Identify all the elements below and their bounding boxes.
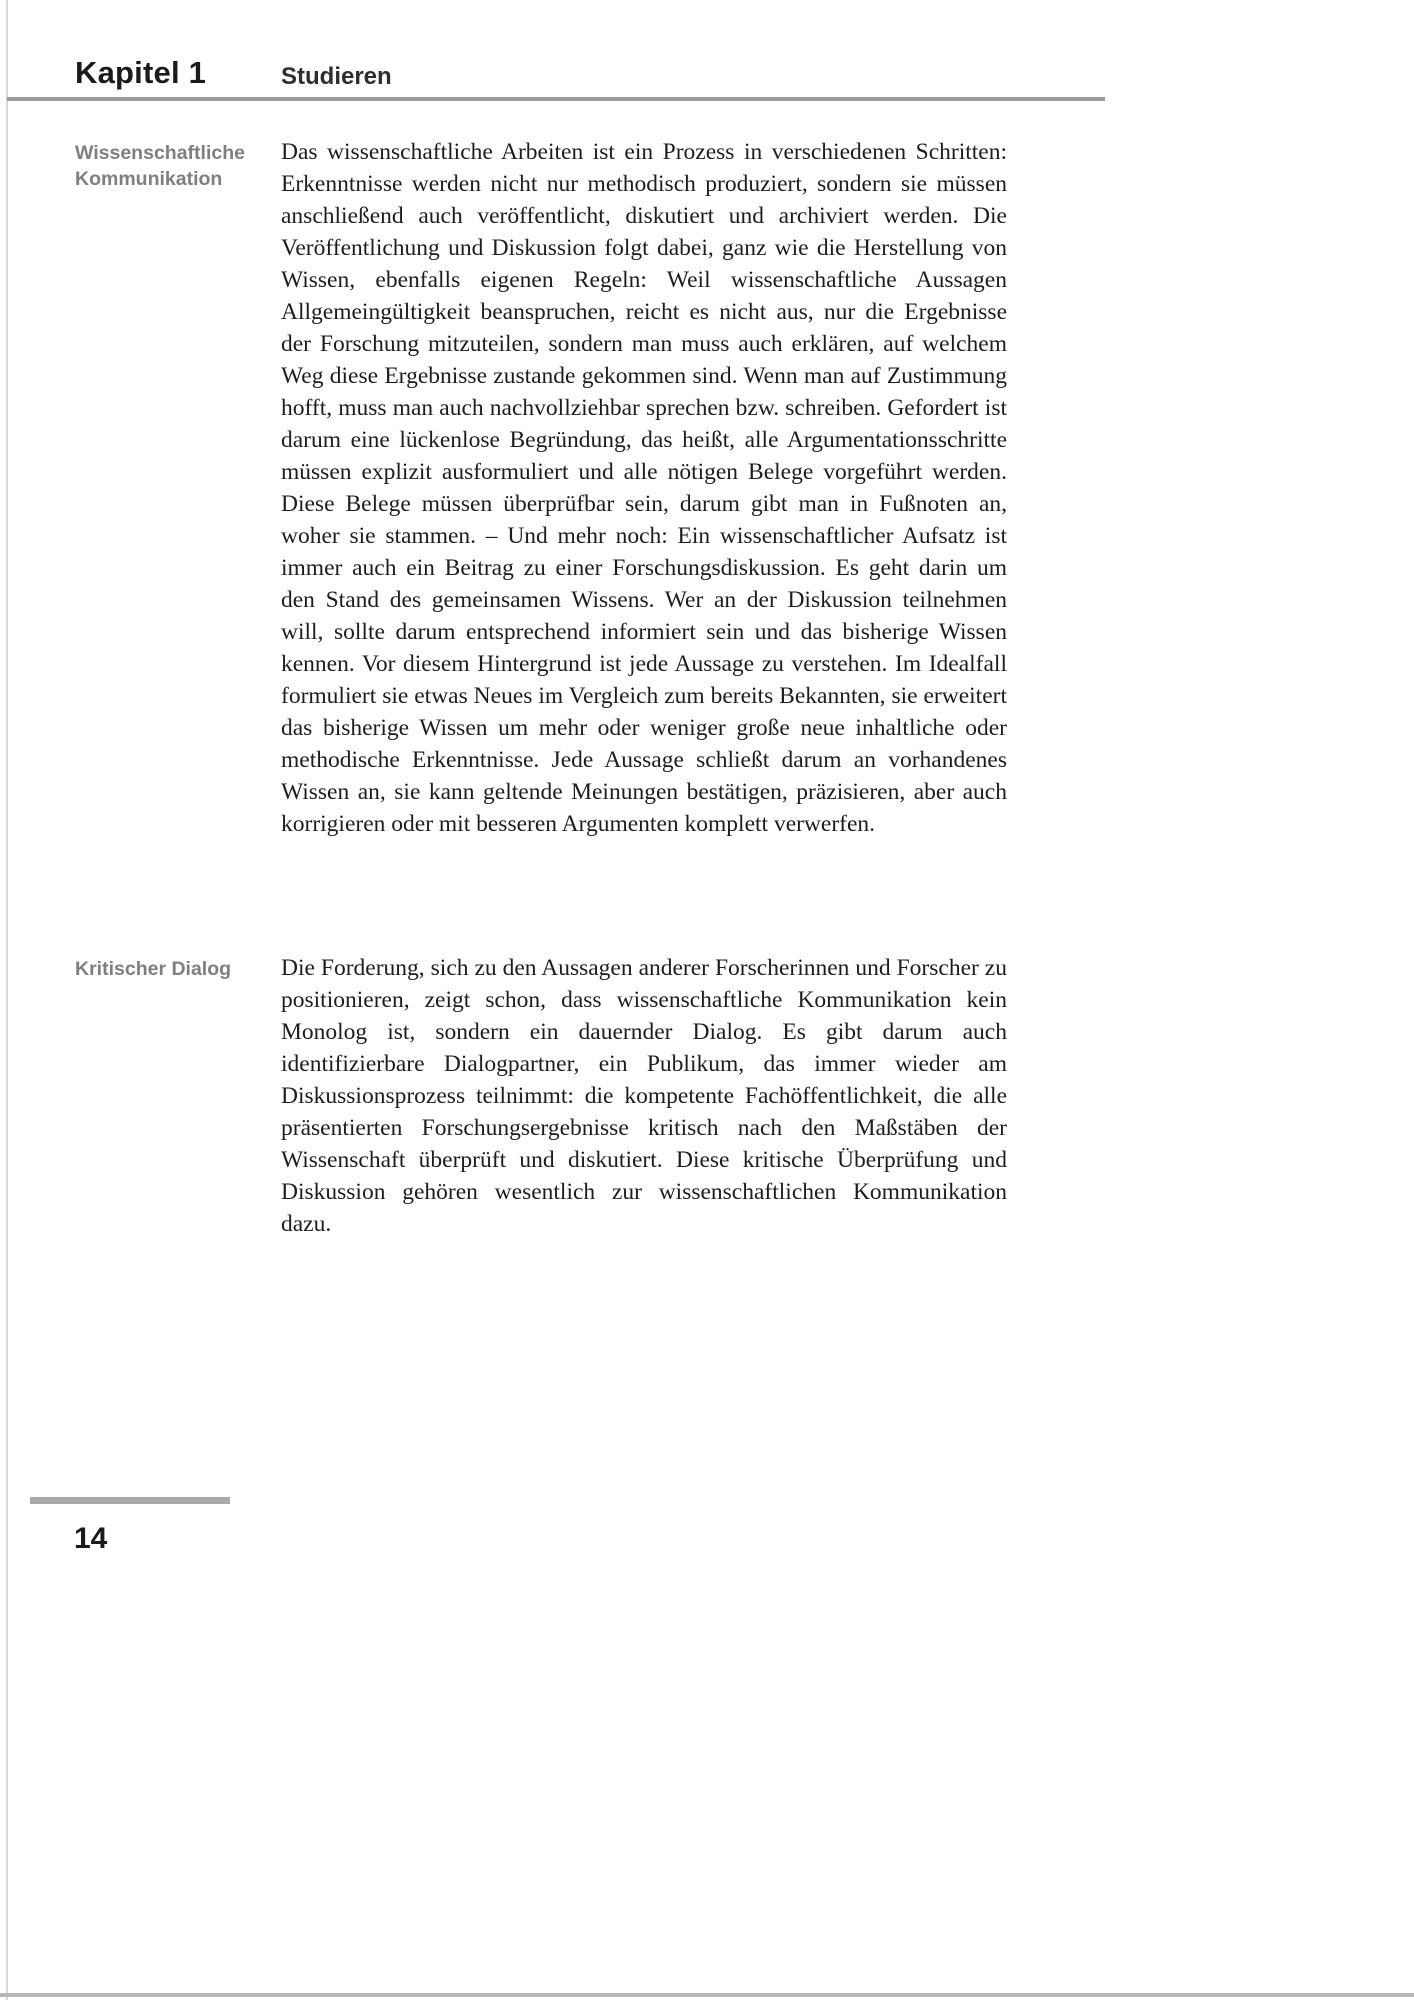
page-number: 14 [74, 1522, 108, 1555]
scan-edge-left [6, 0, 8, 2000]
body-paragraph: Die Forderung, sich zu den Aussagen anderer Forscherinnen und Forscher zu positionieren, zeigt schon, dass wissenschaftliche Kommunikation kein Monolog ist, sondern ein dauernder Dialog. Es gibt darum auch identifizierbare Dialogpartner, ein Publikum, das immer wieder am Diskussionsprozess teilnimmt: die kompetente Fachöffentlichkeit, die alle präsentierten Forschungsergebnisse kritisch nach den Maßstäben der Wissenschaft überprüft und diskutiert. Diese kritische Überprüfung und Diskussion gehören wesentlich zur wissenschaftlichen Kommunikation dazu. [281, 955, 1007, 1237]
scan-edge-bottom [0, 1993, 1414, 1997]
margin-label: Kritischer Dialog [75, 958, 232, 980]
footer-rule [30, 1497, 230, 1504]
chapter-label: Kapitel 1 [75, 55, 207, 90]
section-kritischer-dialog [75, 952, 1007, 1240]
body-paragraph: Das wissenschaftliche Arbeiten ist ein Prozess in verschiedenen Schritten: Erkenntnisse werden nicht nur methodisch produziert, sondern sie müssen anschließend auch veröffentlicht, diskutiert und archiviert werden. Die Veröffentlichung und Diskussion folgt dabei, ganz wie die Herstellung von Wissen, ebenfalls eigenen Regeln: Weil wissenschaftliche Aussagen Allgemeingültigkeit beanspruchen, reicht es nicht aus, nur die Ergebnisse der Forschung mitzuteilen, sondern man muss auch erklären, auf welchem Weg diese Ergebnisse zustande gekommen sind. Wenn man auf Zustimmung hofft, muss man auch nachvollziehbar sprechen bzw. schreiben. Gefordert ist darum eine lückenlose Begründung, das heißt, alle Argumentationsschritte müssen explizit ausformuliert und alle nötigen Belege vorgeführt werden. Diese Belege müssen überprüfbar sein, darum gibt man in Fußnoten an, woher sie stammen. – Und mehr noch: Ein wissenschaftlicher Aufsatz ist immer auch ein Beitrag zu einer Forschungsdiskussion. Es geht darin um den Stand des gemeinsamen Wissens. Wer an der Diskussion teilnehmen will, sollte darum entsprechend informiert sein und das bisherige Wissen kennen. Vor diesem Hintergrund ist jede Aussage zu verstehen. Im Idealfall formuliert sie etwas Neues im Vergleich zum bereits Bekannten, sie erweitert das bisherige Wissen um mehr oder weniger große neue inhaltliche oder methodische Erkenntnisse. Jede Aussage schließt darum an vorhandenes Wissen an, sie kann geltende Meinungen bestätigen, präzisieren, aber auch korrigieren oder mit besseren Argumenten komplett verwerfen. [281, 139, 1007, 837]
header-rule [7, 97, 1105, 101]
chapter-title: Studieren [281, 63, 392, 90]
section-wissenschaftliche-kommunikation [75, 136, 1007, 840]
margin-label: Wissenschaftliche Kommunikation [75, 142, 245, 190]
